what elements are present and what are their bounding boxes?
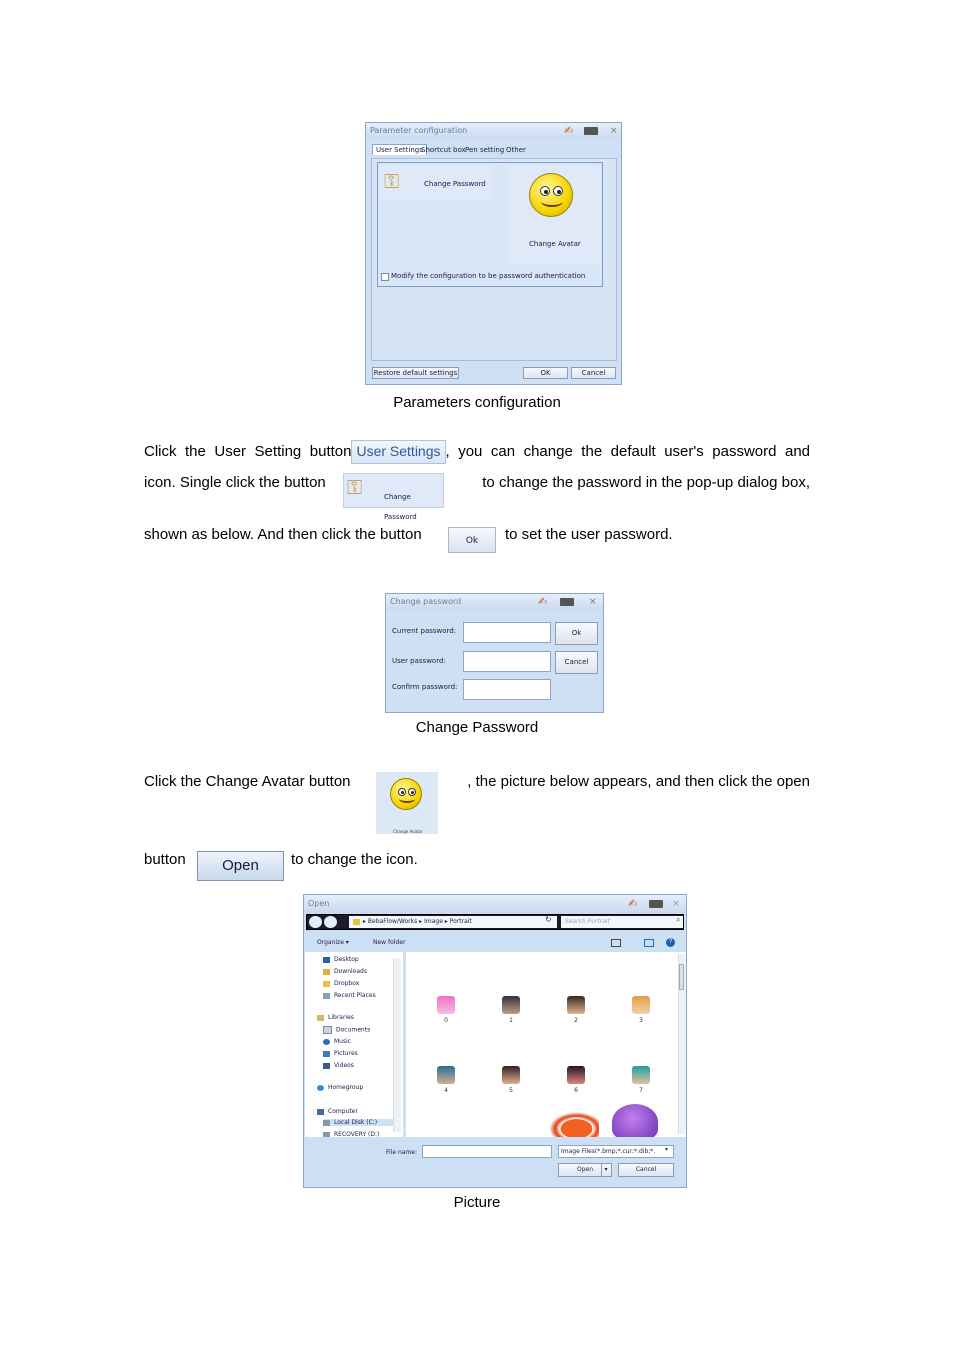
paragraph-line bbox=[144, 473, 810, 521]
tab-other[interactable]: Other bbox=[506, 146, 526, 154]
inline-user-settings-label: User Settings bbox=[356, 443, 441, 459]
breadcrumb-path[interactable]: ▸ BebaFlow/Works ▸ Image ▸ Portrait bbox=[349, 916, 557, 928]
nav-item-videos[interactable] bbox=[323, 1062, 354, 1069]
fish-thumbnail[interactable] bbox=[549, 1112, 599, 1137]
nav-item-computer[interactable] bbox=[317, 1108, 358, 1115]
portrait-thumbnail[interactable] bbox=[567, 996, 585, 1014]
back-button[interactable] bbox=[309, 916, 322, 928]
file-name: 0 bbox=[444, 1017, 448, 1024]
paragraph-text: button bbox=[144, 851, 186, 868]
inline-ok-button bbox=[448, 527, 496, 553]
file-type-value: Image Files(*.bmp;*.cur;*.dib;*. bbox=[561, 1148, 656, 1155]
nav-label: Recent Places bbox=[334, 992, 376, 999]
nav-label: Videos bbox=[334, 1062, 354, 1069]
inline-change-password-label: Change Password bbox=[384, 493, 417, 521]
paragraph-text: to set the user password. bbox=[505, 526, 673, 543]
homegroup-icon bbox=[317, 1085, 324, 1091]
close-icon[interactable]: × bbox=[610, 126, 618, 136]
view-icon[interactable] bbox=[611, 939, 621, 947]
tab-shortcut-box[interactable]: Shortcut box bbox=[421, 146, 466, 154]
search-input[interactable]: Search Portrait bbox=[561, 916, 683, 928]
file-scrollbar-thumb[interactable] bbox=[679, 964, 684, 990]
smiley-avatar-icon bbox=[390, 778, 422, 810]
close-icon[interactable]: × bbox=[589, 597, 597, 607]
change-password-label: Change Password bbox=[424, 180, 486, 188]
close-icon[interactable]: × bbox=[672, 899, 680, 909]
handwriting-icon: ✍ bbox=[628, 897, 638, 910]
navigation-pane bbox=[305, 952, 404, 1137]
paragraph-line bbox=[144, 440, 810, 464]
file-name: 1 bbox=[509, 1017, 513, 1024]
help-icon[interactable]: ? bbox=[666, 938, 675, 947]
breadcrumb-item[interactable]: Image bbox=[424, 918, 443, 925]
change-password-dialog bbox=[385, 593, 604, 713]
settings-group bbox=[377, 162, 603, 287]
keys-icon: ⚿ bbox=[384, 169, 400, 193]
inline-open-label: Open bbox=[222, 857, 259, 874]
inline-user-settings-tab bbox=[351, 440, 445, 464]
nav-item-recent-places[interactable] bbox=[323, 992, 376, 999]
command-bar bbox=[305, 935, 685, 950]
paragraph-text: Click the Change Avatar button bbox=[144, 773, 351, 790]
paragraph-text: , the picture below appears, and then click the open bbox=[467, 773, 810, 790]
forward-button[interactable] bbox=[324, 916, 337, 928]
portrait-thumbnail[interactable] bbox=[632, 1066, 650, 1084]
nav-label: RECOVERY (D:) bbox=[334, 1131, 380, 1137]
desktop-icon bbox=[323, 957, 330, 963]
paragraph-text: shown as below. And then click the button bbox=[144, 526, 422, 543]
dialog-titlebar bbox=[366, 123, 621, 139]
tab-panel bbox=[371, 158, 617, 361]
inline-change-password-button bbox=[343, 473, 444, 521]
dialog-title: Open bbox=[308, 899, 330, 908]
keyboard-icon bbox=[584, 127, 598, 135]
nav-item-music[interactable] bbox=[323, 1038, 351, 1045]
paragraph-text: icon. Single click the button bbox=[144, 474, 326, 491]
parameter-configuration-dialog bbox=[365, 122, 622, 385]
keyboard-icon bbox=[649, 900, 663, 908]
cancel-button[interactable]: Cancel bbox=[571, 367, 616, 379]
nav-label: Music bbox=[334, 1038, 352, 1045]
paragraph-text: Click the User Setting button bbox=[144, 442, 352, 460]
inline-change-avatar-button bbox=[376, 772, 438, 834]
tab-user-settings[interactable]: User Settings bbox=[372, 144, 427, 155]
portrait-thumbnail[interactable] bbox=[437, 1066, 455, 1084]
caption-picture: Picture bbox=[453, 1194, 501, 1211]
nav-scrollbar[interactable] bbox=[393, 958, 401, 1132]
nav-label: Computer bbox=[328, 1108, 358, 1115]
handwriting-icon: ✍ bbox=[538, 595, 548, 608]
user-password-label: User password: bbox=[392, 657, 446, 665]
user-password-input[interactable] bbox=[463, 651, 551, 672]
libraries-icon bbox=[317, 1015, 324, 1021]
nav-item-homegroup[interactable] bbox=[317, 1084, 363, 1091]
password-auth-label: Modify the configuration to be password authentication bbox=[391, 272, 586, 280]
dialog-titlebar bbox=[386, 594, 603, 610]
drive-icon bbox=[323, 1120, 330, 1126]
nav-item-pictures[interactable] bbox=[323, 1050, 358, 1057]
smiley-avatar-icon bbox=[529, 173, 573, 217]
folder-icon bbox=[353, 919, 360, 925]
portrait-thumbnail[interactable] bbox=[632, 996, 650, 1014]
search-icon: ⌕ bbox=[676, 915, 681, 924]
computer-icon bbox=[317, 1109, 324, 1115]
paragraph-text: , you can change the default user's password and bbox=[445, 442, 810, 460]
dialog-title: Change password bbox=[390, 597, 462, 606]
nav-label: Homegroup bbox=[328, 1084, 364, 1091]
nav-label: Desktop bbox=[334, 956, 359, 963]
tab-pen-setting[interactable]: Pen setting bbox=[465, 146, 505, 154]
nav-label: Libraries bbox=[328, 1014, 354, 1021]
chevron-down-icon: ▾ bbox=[665, 1147, 669, 1153]
paragraph-text: to change the icon. bbox=[291, 851, 418, 868]
nav-item-documents[interactable] bbox=[323, 1026, 370, 1034]
file-name: 7 bbox=[639, 1087, 643, 1094]
file-name: 2 bbox=[574, 1017, 578, 1024]
dialog-title: Parameter configuration bbox=[370, 126, 468, 135]
nav-item-recovery[interactable] bbox=[323, 1131, 379, 1137]
file-name: 4 bbox=[444, 1087, 448, 1094]
portrait-thumbnail[interactable] bbox=[567, 1066, 585, 1084]
change-avatar-label: Change Avatar bbox=[529, 240, 581, 248]
ok-button[interactable]: Ok bbox=[555, 622, 598, 645]
inline-ok-label: Ok bbox=[465, 536, 479, 546]
file-type-select[interactable] bbox=[558, 1145, 674, 1158]
nav-item-libraries[interactable] bbox=[317, 1014, 354, 1021]
current-password-label: Current password: bbox=[392, 627, 457, 635]
recent-places-icon bbox=[323, 993, 330, 999]
preview-pane-icon[interactable] bbox=[644, 939, 654, 947]
filename-label: File name: bbox=[386, 1149, 417, 1156]
organize-menu[interactable]: Organize ▾ bbox=[317, 939, 349, 946]
filename-input[interactable] bbox=[422, 1145, 552, 1158]
current-password-input[interactable] bbox=[463, 622, 551, 643]
nav-label: Local Disk (C:) bbox=[334, 1119, 378, 1126]
password-auth-checkbox[interactable] bbox=[381, 273, 389, 281]
file-name: 6 bbox=[574, 1087, 578, 1094]
keyboard-icon bbox=[560, 598, 574, 606]
caption-parameters-configuration: Parameters configuration bbox=[393, 394, 561, 411]
breadcrumb-item[interactable]: BebaFlow/Works bbox=[367, 918, 418, 925]
change-password-button[interactable] bbox=[380, 165, 492, 201]
paragraph-line bbox=[144, 850, 810, 882]
portrait-thumbnail[interactable] bbox=[502, 996, 520, 1014]
nav-item-dropbox[interactable] bbox=[323, 980, 359, 987]
chevron-down-icon: ▾ bbox=[601, 1164, 610, 1176]
pictures-icon bbox=[323, 1051, 330, 1057]
nav-label: Downloads bbox=[334, 968, 367, 975]
nav-item-local-disk[interactable] bbox=[323, 1119, 395, 1126]
breadcrumb-item[interactable]: Portrait bbox=[449, 918, 472, 925]
open-button-label: Open bbox=[576, 1166, 594, 1173]
nav-label: Dropbox bbox=[334, 980, 360, 987]
paragraph-line bbox=[144, 525, 810, 555]
address-bar bbox=[306, 914, 684, 930]
confirm-password-label: Confirm password: bbox=[392, 683, 458, 691]
cancel-button[interactable]: Cancel bbox=[618, 1163, 674, 1177]
open-button[interactable] bbox=[558, 1163, 612, 1177]
inline-open-button bbox=[197, 851, 284, 881]
portrait-thumbnail[interactable] bbox=[437, 996, 455, 1014]
documents-icon bbox=[323, 1026, 332, 1034]
confirm-password-input[interactable] bbox=[463, 679, 551, 700]
dropbox-icon bbox=[323, 981, 330, 987]
purple-creature-thumbnail[interactable] bbox=[612, 1104, 658, 1137]
handwriting-icon: ✍ bbox=[564, 124, 574, 137]
nav-item-desktop[interactable] bbox=[323, 956, 359, 963]
cancel-button[interactable]: Cancel bbox=[555, 651, 598, 674]
dialog-titlebar bbox=[304, 895, 686, 913]
portrait-thumbnail[interactable] bbox=[502, 1066, 520, 1084]
music-icon bbox=[323, 1039, 330, 1045]
file-view bbox=[406, 952, 686, 1137]
refresh-icon[interactable]: ↻ bbox=[545, 915, 552, 924]
restore-default-button[interactable]: Restore default settings bbox=[373, 369, 458, 377]
nav-label: Pictures bbox=[334, 1050, 358, 1057]
drive-icon bbox=[323, 1132, 330, 1138]
open-file-dialog bbox=[303, 894, 687, 1188]
file-name: 3 bbox=[639, 1017, 643, 1024]
change-avatar-button[interactable] bbox=[507, 165, 599, 265]
nav-item-downloads[interactable] bbox=[323, 968, 367, 975]
tab-strip bbox=[372, 144, 612, 156]
paragraph-text: to change the password in the pop-up dialog box, bbox=[482, 474, 810, 491]
videos-icon bbox=[323, 1063, 330, 1069]
keys-icon: ⚿ bbox=[347, 475, 363, 499]
ok-button[interactable]: OK bbox=[523, 367, 568, 379]
paragraph-line bbox=[144, 772, 810, 836]
nav-label: Documents bbox=[336, 1026, 371, 1034]
file-name: 5 bbox=[509, 1087, 513, 1094]
inline-change-avatar-label: Change Avatar bbox=[393, 829, 423, 834]
caption-change-password: Change Password bbox=[415, 719, 539, 736]
downloads-icon bbox=[323, 969, 330, 975]
new-folder-button[interactable]: New folder bbox=[373, 939, 406, 946]
